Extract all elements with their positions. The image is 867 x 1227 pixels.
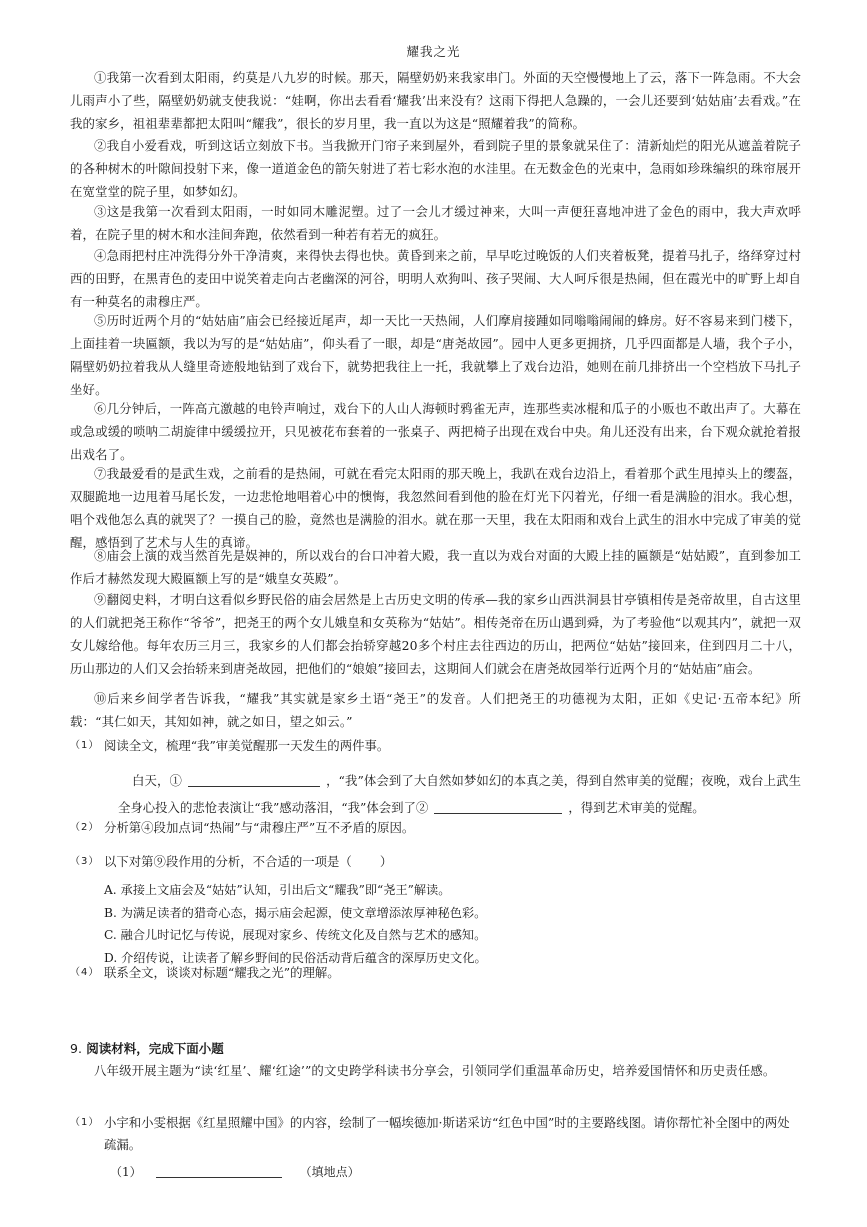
paragraph-3: ③这是我第一次看到太阳雨，一时如同木雕泥塑。过了一会儿才缓过神来，大叫一声便狂喜地冲进了金色的雨中，我大声欢呼着，在院子里的树木和水洼间奔跑，依然看到一种若有若无的疯狂。 xyxy=(70,204,801,242)
fill-part-c: ，得到艺术审美的觉醒。 xyxy=(568,800,705,815)
question-number: （1） xyxy=(70,740,100,751)
question-3 xyxy=(70,851,801,873)
question-text: 阅读全文，梳理“我”审美觉醒那一天发生的两件事。 xyxy=(104,738,390,753)
fill-part-a: 白天，① xyxy=(132,773,182,788)
answer-blank-place[interactable] xyxy=(156,1163,282,1178)
section-9-intro: 八年级开展主题为“读‘红星’、耀‘红途’”的文史跨学科读书分享会，引领同学们重温革命历史，培养爱国情怀和历史责任感。 xyxy=(94,1063,776,1078)
question-1-fill xyxy=(118,767,801,821)
question-number: （1） xyxy=(70,1117,100,1128)
paragraph-1: ①我第一次看到太阳雨，约莫是八九岁的时候。那天，隔壁奶奶来我家串门。外面的天空慢慢地上了云，落下一阵急雨。不大会儿雨声小了些，隔壁奶奶就支使我说：“娃啊，你出去看看‘耀我’出来没有？这雨下得把人急躁的，一会儿还要到‘姑姑庙’去看戏。”在我的家乡，祖祖辈辈都把太阳叫“耀我”，很长的岁月里，我一直以为这是“照耀着我”的简称。 xyxy=(70,70,801,131)
fill-part-b: ，“我”体会到了大自然如梦如幻的本真之美，得到自然审美的觉醒；夜晚，戏台上武生全身心投入的悲怆表演让“我”感动落泪，“我”体会到了② xyxy=(118,773,802,815)
paragraph-8: ⑧庙会上演的戏当然首先是娱神的，所以戏台的台口冲着大殿，我一直以为戏台对面的大殿上挂的匾额是“姑姑殿”，直到参加工作后才赫然发现大殿匾额上写的是“娥皇女英殿”。 xyxy=(70,548,801,586)
paragraph-9: ⑨翻阅史料，才明白这看似乡野民俗的庙会居然是上古历史文明的传承—我的家乡山西洪洞县甘亭镇相传是尧帝故里，自古这里的人们就把尧王称作“爷爷”，把尧王的两个女儿娥皇和女英称为“姑姑”。相传尧帝在历山遇到舜，为了考验他“以观其内”，就把一双女儿嫁给他。每年农历三月三，我家乡的人们都会抬轿穿越20多个村庄去往西边的历山，把两位“姑姑”接回来，住到四月二十八，历山那边的人们又会抬轿来到唐尧故园，把他们的“娘娘”接回去，这期间人们就会在唐尧故园举行近两个月的“姑姑庙”庙会。 xyxy=(70,592,801,676)
option-a[interactable]: A. 承接上文庙会及“姑姑”认知，引出后文“耀我”即“尧王”解读。 xyxy=(104,883,451,897)
section-9-fill xyxy=(110,1162,360,1182)
paragraph-5: ⑤历时近两个月的“姑姑庙”庙会已经接近尾声，却一天比一天热闹，人们摩肩接踵如同嗡嗡闹闹的蜂房。好不容易来到门楼下，上面挂着一块匾额，我以为写的是“姑姑庙”，仰头看了一眼，却是“唐尧故园”。园中人更多更拥挤，几乎四面都是人墙，我个子小，隔壁奶奶拉着我从人缝里奇迹般地钻到了戏台下，就势把我往上一托，我就攀上了戏台边沿，她则在前几排挤出一个空档放下马扎子坐好。 xyxy=(70,313,801,397)
question-text: 以下对第⑨段作用的分析，不合适的一项是（ ） xyxy=(104,854,393,869)
paragraph-6: ⑥几分钟后，一阵高亢激越的电铃声响过，戏台下的人山人海顿时鸦雀无声，连那些卖冰棍和瓜子的小贩也不敢出声了。大幕在或急或缓的唢呐二胡旋律中缓缓拉开，只见被花布套着的一张桌子、两把椅子出现在戏台中央。角儿还没有出来，台下观众就抢着报出戏名了。 xyxy=(70,401,801,462)
fill-label: （1） xyxy=(110,1165,142,1179)
article-title: 耀我之光 xyxy=(406,44,461,59)
question-1 xyxy=(70,735,801,757)
question-number: （2） xyxy=(70,822,100,833)
answer-blank-1[interactable] xyxy=(188,772,320,787)
paragraph-10: ⑩后来乡间学者告诉我，“耀我”其实就是家乡土语“尧王”的发音。人们把尧王的功德视为太阳，正如《史记·五帝本纪》所载：“其仁如天，其知如神，就之如日，望之如云。” xyxy=(70,691,801,729)
answer-blank-2[interactable] xyxy=(434,799,562,814)
option-b[interactable]: B. 为满足读者的猎奇心态，揭示庙会起源，使文章增添浓厚神秘色彩。 xyxy=(104,905,487,920)
question-number: （3） xyxy=(70,856,100,867)
fill-hint: （填地点） xyxy=(299,1165,360,1179)
option-c[interactable]: C. 融合儿时记忆与传说，展现对家乡、传统文化及自然与艺术的感知。 xyxy=(104,928,487,942)
question-text: 联系全文，谈谈对标题“耀我之光”的理解。 xyxy=(104,965,340,980)
question-4 xyxy=(70,962,801,984)
question-2 xyxy=(70,817,801,839)
question-number: （4） xyxy=(70,967,100,978)
question-3-options xyxy=(104,879,804,969)
section-9-heading: 9. 阅读材料，完成下面小题 xyxy=(70,1041,224,1056)
question-text: 分析第④段加点词“热闹”与“肃穆庄严”互不矛盾的原因。 xyxy=(104,820,415,835)
section-9-question-1 xyxy=(70,1112,801,1156)
question-text: 小宇和小雯根据《红星照耀中国》的内容，绘制了一幅埃德加·斯诺采访“红色中国”时的主要路线图。请你帮忙补全图中的两处疏漏。 xyxy=(104,1115,790,1152)
paragraph-7: ⑦我最爱看的是武生戏，之前看的是热闹，可就在看完太阳雨的那天晚上，我趴在戏台边沿上，看着那个武生甩掉头上的缨盔，双腿跪地一边甩着马尾长发，一边悲怆地唱着心中的懊悔，我忽然间看到他的脸在灯光下闪着光，仔细一看是满脸的泪水。我心想，唱个戏他怎么真的就哭了？一摸自己的脸，竟然也是满脸的泪水。就在那一天里，我在太阳雨和戏台上武生的泪水中完成了审美的觉醒，感悟到了艺术与人生的真谛。 xyxy=(70,466,801,550)
paragraph-4: ④急雨把村庄冲洗得分外干净清爽，来得快去得也快。黄昏到来之前，早早吃过晚饭的人们夹着板凳，提着马扎子，络绎穿过村西的田野，在黑青色的麦田中说笑着走向古老幽深的河谷，明明人欢狗叫、孩子哭闹、大人呵斥很是热闹，但在霞光中的旷野上却自有一种莫名的肃穆庄严。 xyxy=(70,248,801,309)
paragraph-2: ②我自小爱看戏，听到这话立刻放下书。当我掀开门帘子来到屋外，看到院子里的景象就呆住了：清新灿烂的阳光从遮盖着院子的各种树木的叶隙间投射下来，像一道道金色的箭矢射进了若七彩水泡的水洼里。在无数金色的光束中，急雨如珍珠编织的珠帘展开在宽堂堂的院子里，如梦如幻。 xyxy=(70,138,801,199)
option-d[interactable]: D. 介绍传说，让读者了解乡野间的民俗活动背后蕴含的深厚历史文化。 xyxy=(104,950,487,965)
